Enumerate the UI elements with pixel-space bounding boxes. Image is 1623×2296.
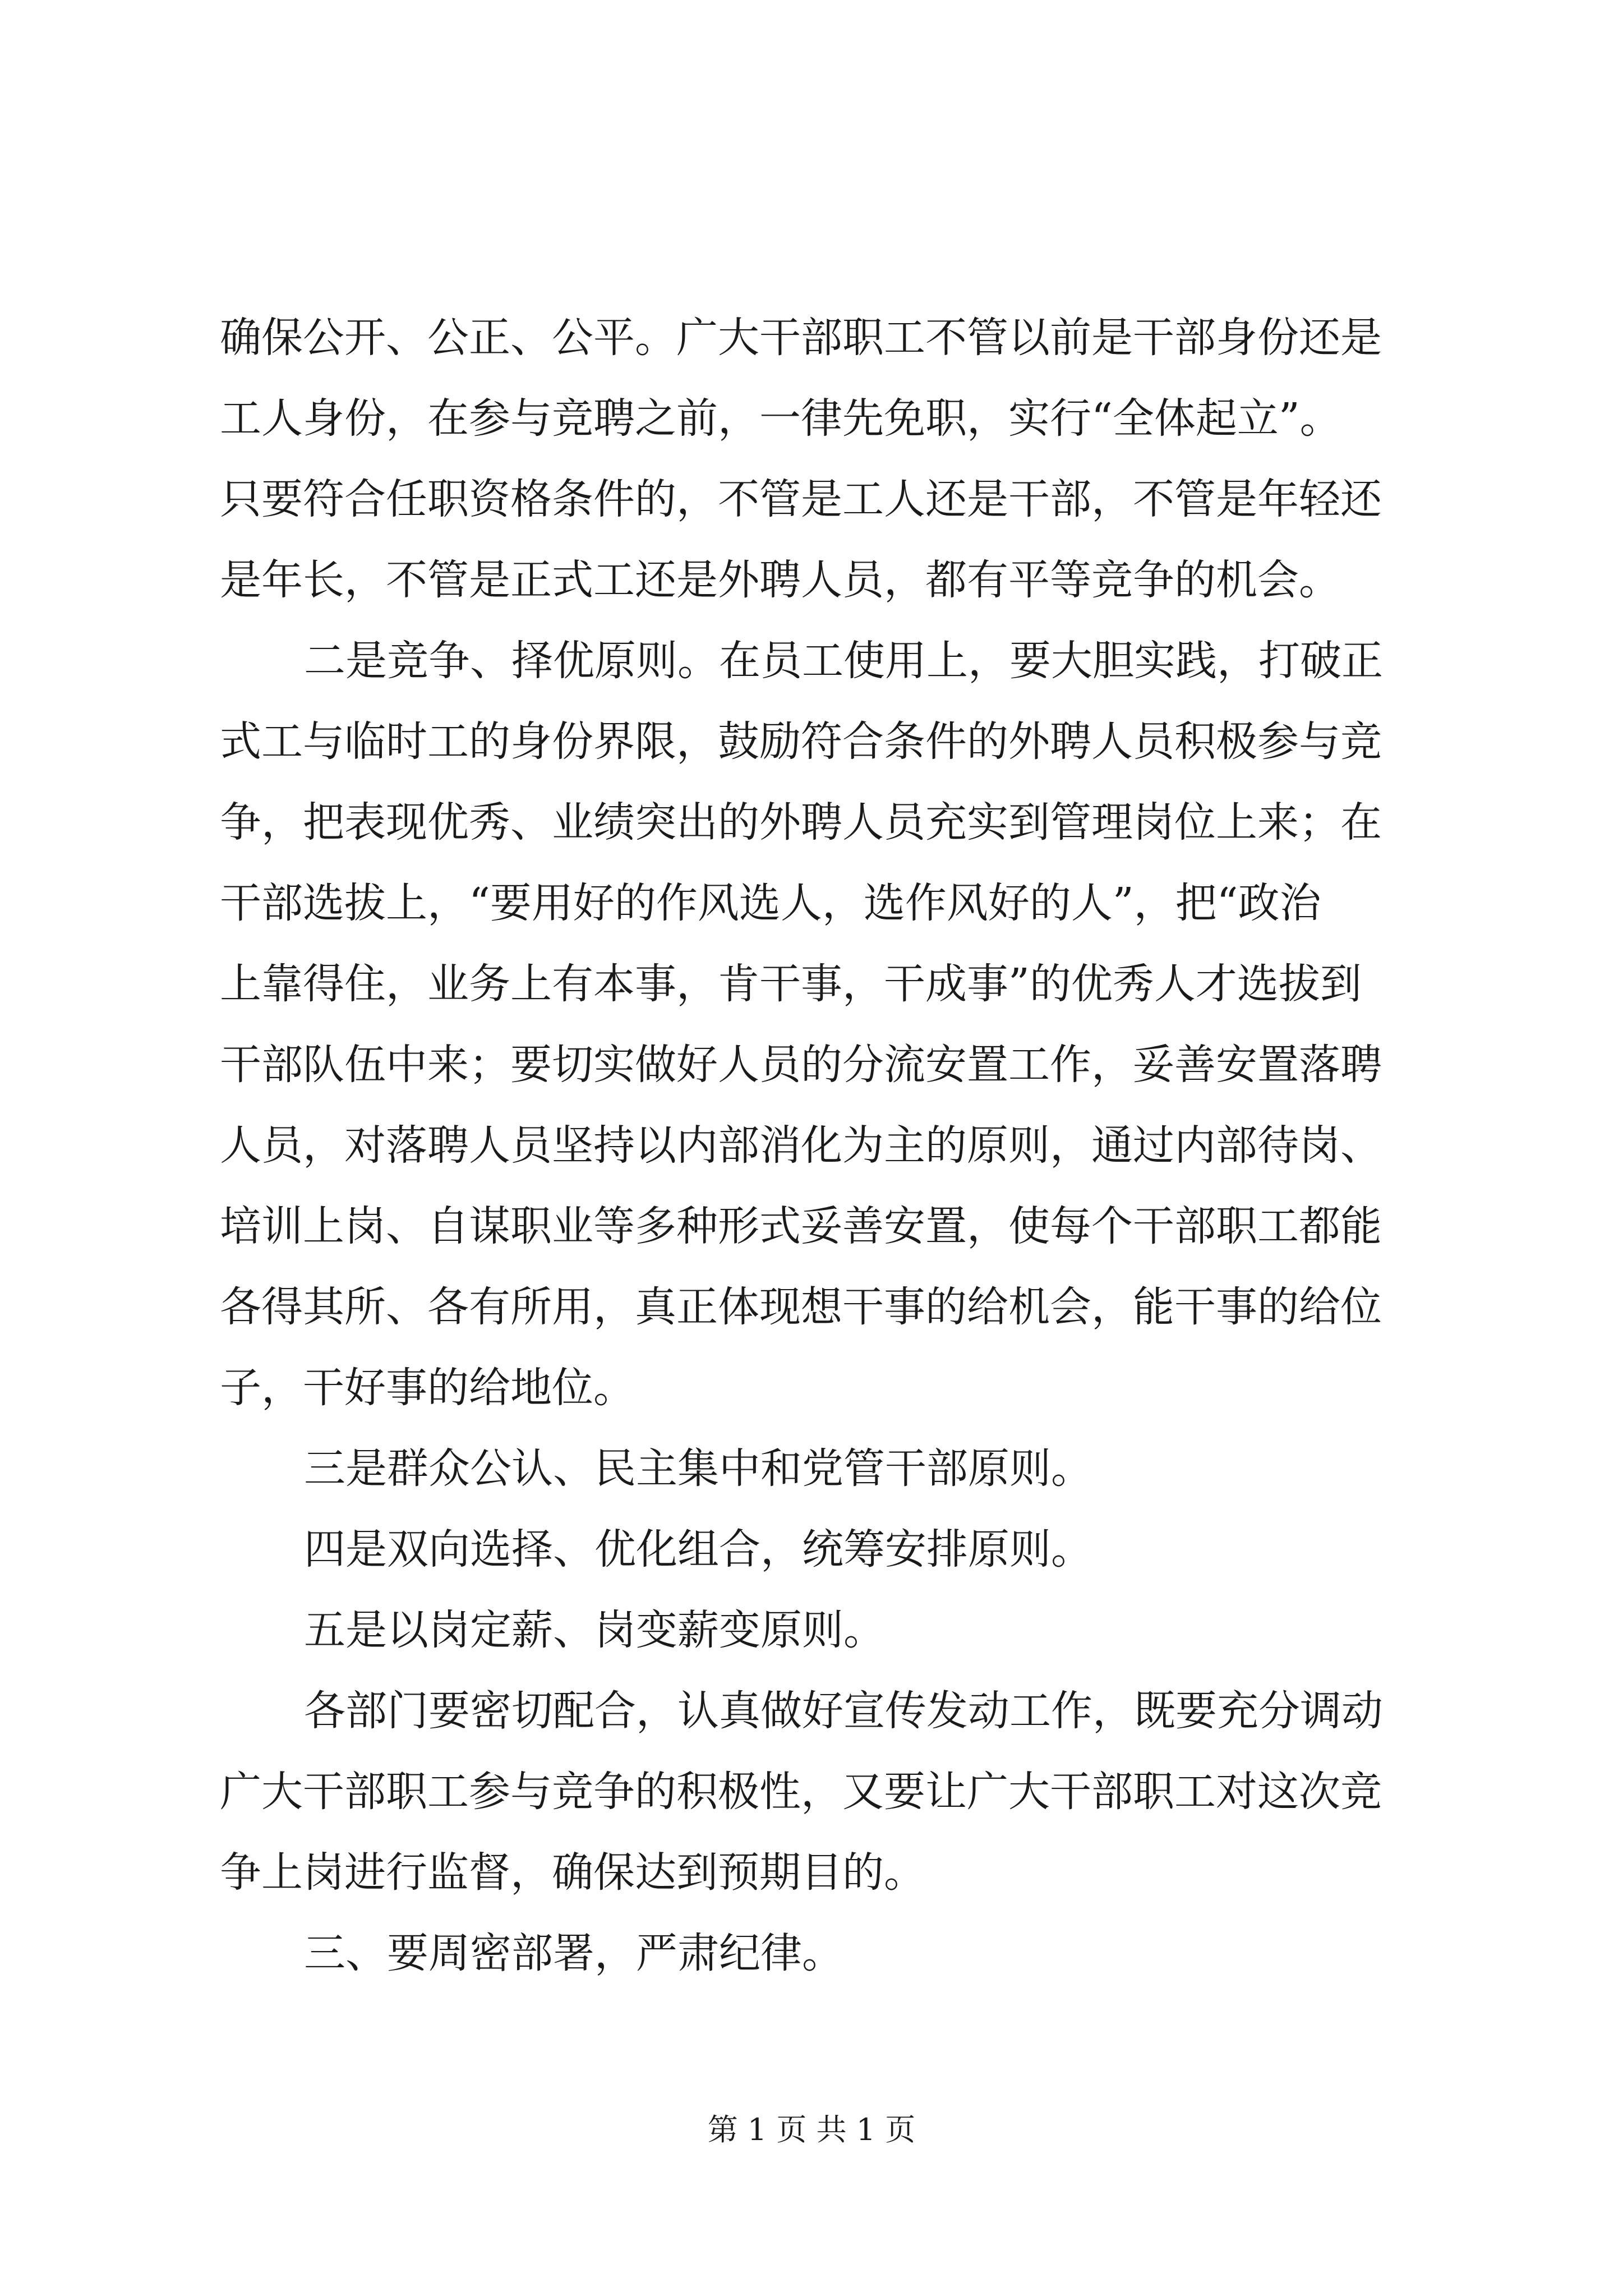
text-line: 争，把表现优秀、业绩突出的外聘人员充实到管理岗位上来；在: [220, 798, 1382, 846]
section-heading: 三、要周密部署，严肃纪律。: [304, 1929, 843, 1977]
document-body: [220, 297, 1409, 1994]
paragraph-start-line: 二是竞争、择优原则。在员工使用上，要大胆实践，打破正: [304, 637, 1383, 685]
text-line: 培训上岗、自谋职业等多种形式妥善安置，使每个干部职工都能: [220, 1202, 1382, 1250]
paragraph-start-line: 四是双向选择、优化组合，统筹安排原则。: [304, 1525, 1092, 1573]
paragraph-start-line: 各部门要密切配合，认真做好宣传发动工作，既要充分调动: [304, 1687, 1383, 1735]
text-line: 确保公开、公正、公平。广大干部职工不管以前是干部身份还是: [220, 314, 1382, 362]
text-line: 只要符合任职资格条件的，不管是工人还是干部，不管是年轻还: [220, 475, 1382, 523]
text-line: 上靠得住，业务上有本事，肯干事，干成事”的优秀人才选拔到: [220, 960, 1362, 1008]
text-line: 是年长，不管是正式工还是外聘人员，都有平等竞争的机会。: [220, 556, 1340, 604]
text-line: 广大干部职工参与竞争的积极性，又要让广大干部职工对这次竞: [220, 1768, 1382, 1816]
page-number-label: 第 1 页 共 1 页: [707, 2112, 916, 2147]
paragraph-start-line: 五是以岗定薪、岗变薪变原则。: [304, 1606, 885, 1654]
text-line: 争上岗进行监督，确保达到预期目的。: [220, 1848, 925, 1897]
paragraph-start-line: 三是群众公认、民主集中和党管干部原则。: [304, 1444, 1092, 1493]
text-line: 各得其所、各有所用，真正体现想干事的给机会，能干事的给位: [220, 1283, 1382, 1331]
text-line: 式工与临时工的身份界限，鼓励符合条件的外聘人员积极参与竞: [220, 717, 1382, 766]
text-line: 工人身份，在参与竞聘之前，一律先免职，实行“全体起立”。: [220, 394, 1341, 443]
text-line: 人员，对落聘人员坚持以内部消化为主的原则，通过内部待岗、: [220, 1121, 1382, 1170]
page-footer: [0, 2110, 1623, 2150]
text-line: 子，干好事的给地位。: [220, 1364, 635, 1412]
text-line: 干部选拔上，“要用好的作风选人，选作风好的人”，把“政治: [220, 879, 1321, 927]
text-line: 干部队伍中来；要切实做好人员的分流安置工作，妥善安置落聘: [220, 1041, 1382, 1089]
